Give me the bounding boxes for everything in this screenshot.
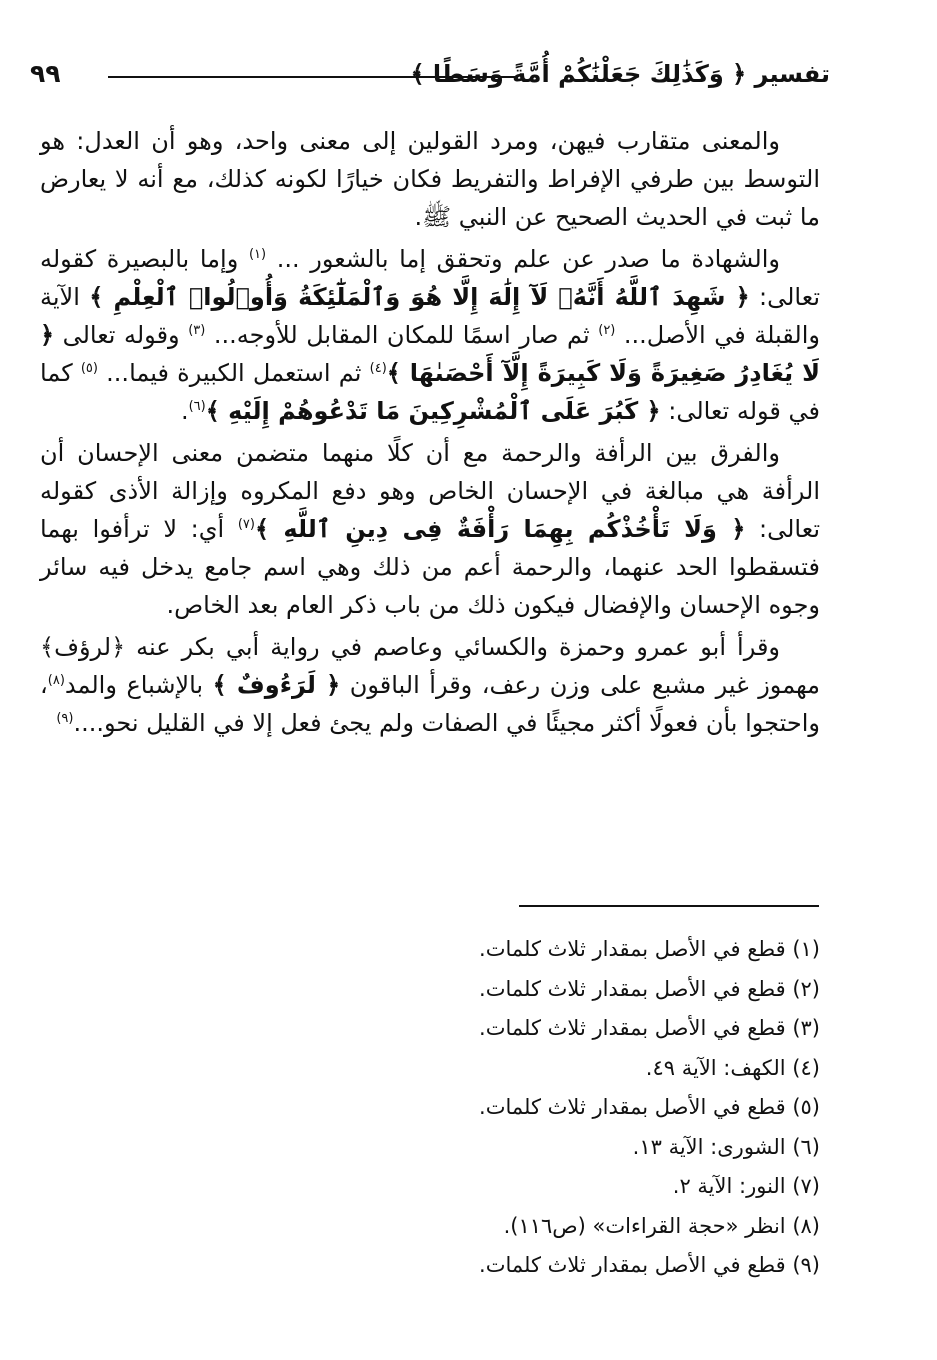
text-run: أي: لا ترأفوا بهما فتسقطوا الحد عنهما، والرحمة أعم من ذلك وهي اسم جامع يدخل فيه سائر وجوه الإحسان والإفضال فيكون ذلك من باب ذكر العام بعد الخاص. bbox=[40, 515, 820, 619]
text-run: الآية والقبلة في الأصل... bbox=[40, 283, 820, 349]
text-run: ثم استعمل الكبيرة فيما... bbox=[97, 359, 370, 387]
text-run: وقرأ أبو عمرو وحمزة والكسائي وعاصم في رواية أبي بكر عنه ﴿لرؤف﴾ مهموز غير مشبع على وزن رعف، وقرأ الباقون bbox=[40, 633, 820, 699]
text-run: ثم صار اسمًا للمكان المقابل للأوجه... bbox=[205, 321, 599, 349]
quran-quote: ﴿ لَرَءُوفٌ ﴾ bbox=[212, 671, 341, 699]
paragraph bbox=[40, 240, 820, 430]
text-run: كما في قوله تعالى: bbox=[40, 359, 820, 425]
footnotes bbox=[200, 930, 820, 1286]
running-header bbox=[30, 54, 830, 94]
text-run: والفرق بين الرأفة والرحمة مع أن كلًا منهما متضمن معنى الإحسان أن الرأفة هي مبالغة في الإحسان الخاص وهو دفع المكروه وإزالة الأذى كقوله تعالى: bbox=[40, 439, 820, 543]
footnote-item: (٣) قطع في الأصل بمقدار ثلاث كلمات. bbox=[479, 1016, 820, 1040]
footnote-marker: (٦) bbox=[188, 399, 206, 414]
quran-quote: ﴿ شَهِدَ ٱللَّهُ أَنَّهُۥ لَآ إِلَٰهَ إِلَّا هُوَ وَٱلْمَلَٰٓئِكَةُ وَأُو۟لُوا۟ ٱلْعِلْمِ ﴾ bbox=[89, 283, 750, 311]
text-run: . bbox=[180, 397, 189, 425]
text-run: والشهادة ما صدر عن علم وتحقق إما بالشعور ... bbox=[266, 245, 781, 273]
footnote-separator bbox=[519, 905, 819, 907]
running-title: تفسير ﴿ وَكَذَٰلِكَ جَعَلْنَٰكُمْ أُمَّةً وَسَطًا ﴾ bbox=[410, 60, 830, 88]
paragraph bbox=[40, 628, 820, 742]
quran-quote: ﴿ كَبُرَ عَلَى ٱلْمُشْرِكِينَ مَا تَدْعُوهُمْ إِلَيْهِ ﴾ bbox=[205, 397, 661, 425]
footnote-item: (٦) الشورى: الآية ١٣. bbox=[632, 1134, 820, 1159]
text-run: وإما بالبصيرة كقوله تعالى: bbox=[40, 245, 821, 311]
paragraph bbox=[40, 122, 820, 236]
page-number: ٩٩ bbox=[30, 59, 61, 88]
main-text bbox=[40, 122, 820, 746]
footnote-marker: (١) bbox=[248, 247, 267, 262]
text-run: ، واحتجوا بأن فعولًا أكثر مجيئًا في الصفات ولم يجئ فعل إلا في القليل نحو.... bbox=[40, 671, 820, 737]
footnote-marker: (٩) bbox=[56, 711, 74, 726]
text-run: والمعنى متقارب فيهن، ومرد القولين إلى معنى واحد، وهو أن العدل: هو التوسط بين طرفي الإفراط والتفريط فكان خيارًا لكونه كذلك، مع أنه لا يعارض ما ثبت في الحديث الصحيح عن النبي ﷺ. bbox=[40, 127, 820, 231]
text-run: بالإشباع والمد bbox=[64, 671, 213, 699]
footnote-marker: (٤) bbox=[369, 361, 387, 376]
footnote-marker: (٨) bbox=[47, 673, 65, 688]
footnote-marker: (٥) bbox=[80, 361, 98, 376]
footnote-marker: (٣) bbox=[188, 323, 206, 338]
quran-quote: ﴿ وَلَا تَأْخُذْكُم بِهِمَا رَأْفَةٌ فِى دِينِ ٱللَّهِ ﴾ bbox=[254, 515, 746, 543]
text-run: وقوله تعالى bbox=[54, 321, 189, 349]
footnote-item: (٥) قطع في الأصل بمقدار ثلاث كلمات. bbox=[479, 1095, 820, 1119]
footnote-marker: (٢) bbox=[598, 323, 616, 338]
footnote-item: (١) قطع في الأصل بمقدار ثلاث كلمات. bbox=[479, 937, 820, 961]
footnote-item: (٨) انظر «حجة القراءات» (ص١١٦). bbox=[503, 1213, 820, 1238]
footnote-item: (٤) الكهف: الآية ٤٩. bbox=[645, 1055, 820, 1080]
footnote-marker: (٧) bbox=[237, 517, 255, 532]
paragraph bbox=[40, 434, 820, 624]
footnote-item: (٧) النور: الآية ٢. bbox=[672, 1174, 820, 1198]
quran-quote: ﴿ لَا يُغَادِرُ صَغِيرَةً وَلَا كَبِيرَةً إِلَّآ أَحْصَىٰهَا ﴾ bbox=[40, 321, 820, 387]
footnote-item: (٩) قطع في الأصل بمقدار ثلاث كلمات. bbox=[479, 1253, 820, 1277]
footnote-item: (٢) قطع في الأصل بمقدار ثلاث كلمات. bbox=[479, 976, 820, 1001]
